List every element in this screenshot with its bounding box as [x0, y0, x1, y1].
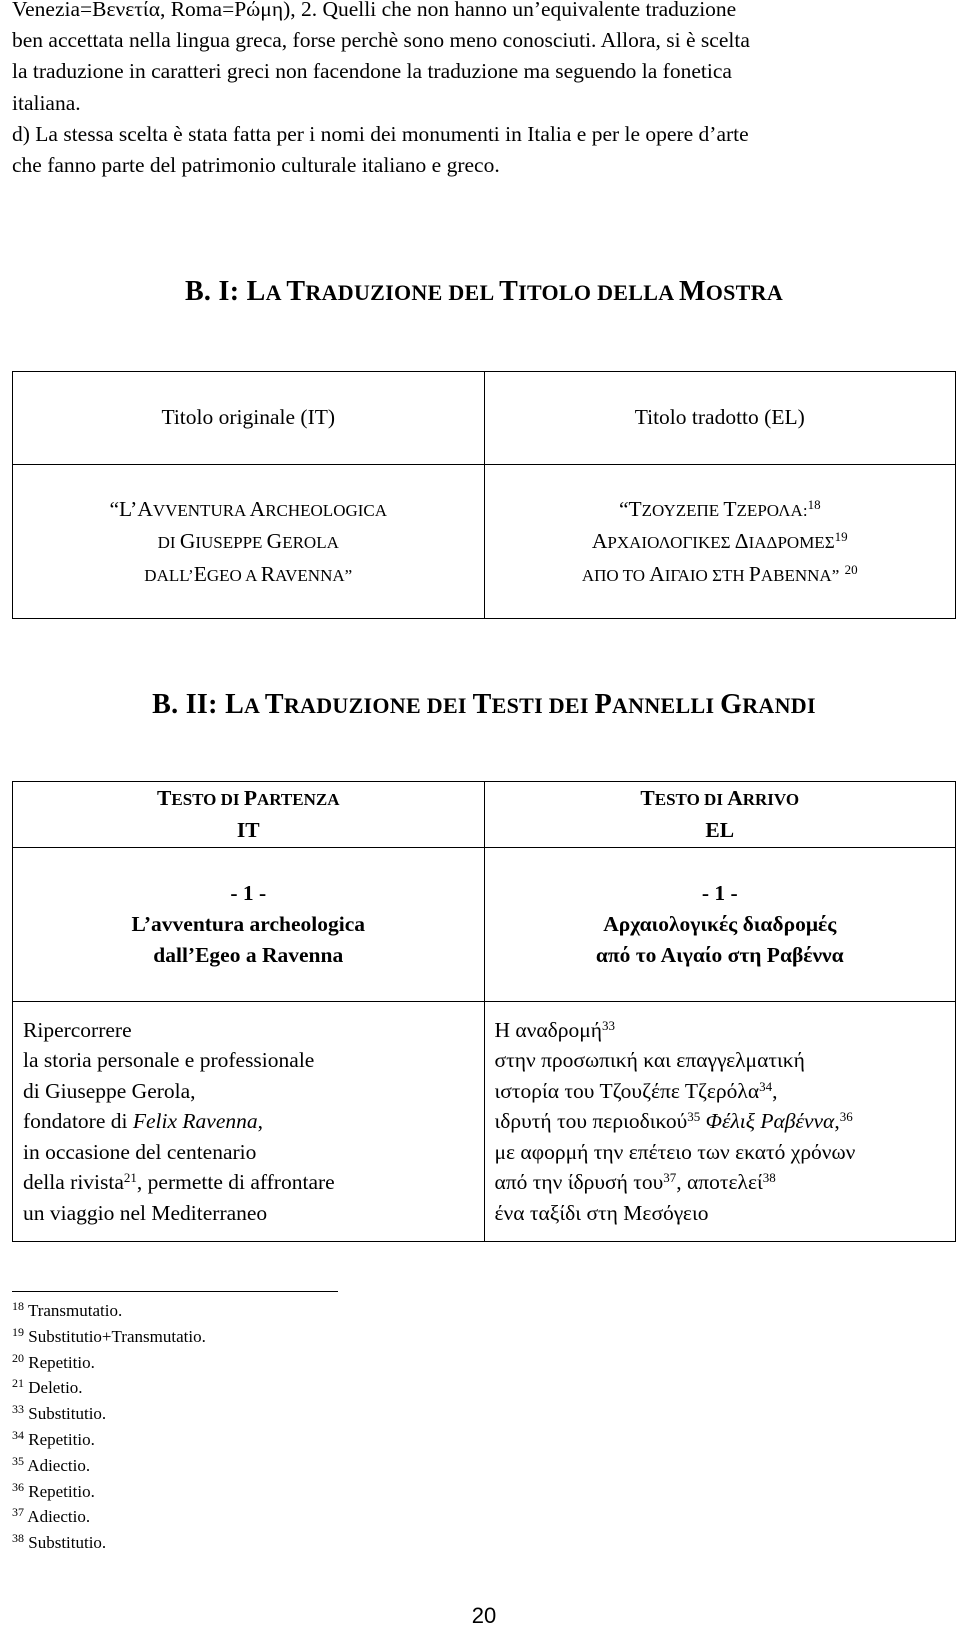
footnote-ref[interactable]: 20 — [844, 561, 858, 577]
heading-text: T — [264, 689, 284, 720]
cell-text: Τ — [723, 497, 737, 522]
cell-text: ΑΠΟ ΤΟ — [581, 565, 650, 585]
cell-text: A — [249, 497, 266, 522]
cell-text: “L’A — [109, 497, 153, 522]
cell-text: G — [266, 529, 283, 554]
heading-text: ITOLO DELLA — [518, 280, 679, 305]
heading-text: T — [499, 276, 519, 307]
footnote-item — [12, 1427, 206, 1453]
table-row — [13, 1002, 956, 1242]
section-heading-b1 — [12, 272, 956, 313]
heading-text: T — [286, 276, 306, 307]
footnote-number: 19 — [12, 1324, 24, 1339]
translated-title-cell — [484, 465, 956, 619]
cell-text: , αποτελεί — [676, 1170, 763, 1195]
cell-text: , — [834, 1109, 840, 1134]
title-line — [495, 558, 946, 590]
body-line — [495, 1015, 946, 1046]
cell-text: AVENNA” — [275, 565, 353, 585]
footnote-text: Substitutio+Transmutatio. — [24, 1326, 206, 1346]
cell-text: R — [260, 561, 276, 586]
cell-text: ιστορία του Τζουζέπε Τζερόλα — [494, 1078, 760, 1103]
heading-text: L — [246, 276, 266, 307]
heading-text: RADUZIONE DEL — [305, 280, 500, 305]
table-row — [13, 848, 956, 1002]
cell-text: ΡΧΑΙΟΛΟΓΙΚΕΣ — [607, 533, 735, 553]
original-title-cell — [13, 465, 485, 619]
intro-line: ben accettata nella lingua greca, forse perchè sono meno conosciuti. Allora, si è scelta — [12, 28, 750, 53]
cell-text: EROLA — [282, 533, 339, 553]
footnote-ref[interactable]: 34 — [759, 1078, 773, 1094]
header-line: IT — [236, 817, 260, 842]
cell-text: RCHEOLOGICA — [265, 501, 388, 521]
cell-text: T — [157, 786, 172, 811]
cell-text: VVENTURA — [152, 501, 250, 521]
heading-text: G — [720, 689, 743, 720]
cell-text: Η αναδρομή — [494, 1017, 603, 1042]
cell-text: ΑΒΕΝΝΑ” — [760, 565, 840, 585]
footnote-ref[interactable]: 33 — [602, 1017, 616, 1033]
footnote-item — [12, 1504, 206, 1530]
footnote-text: Adiectio. — [24, 1455, 91, 1475]
footnote-text: Substitutio. — [24, 1404, 107, 1424]
footnote-number: 33 — [12, 1402, 24, 1417]
body-line — [495, 1106, 946, 1137]
cell-text: Α — [591, 529, 608, 554]
body-line — [23, 1106, 474, 1137]
cell-text: RRIVO — [742, 790, 800, 810]
header-original-title: Titolo originale (IT) — [13, 372, 485, 465]
intro-line: che fanno parte del patrimonio culturale italiano e greco. — [12, 152, 500, 177]
body-line: in occasione del centenario — [23, 1139, 257, 1164]
footnote-ref[interactable]: 35 — [687, 1109, 701, 1125]
footnote-number: 37 — [12, 1505, 24, 1520]
footnote-separator — [12, 1291, 338, 1292]
footnote-number: 34 — [12, 1427, 24, 1442]
footnote-ref[interactable]: 19 — [834, 529, 848, 545]
body-line: di Giuseppe Gerola, — [23, 1078, 196, 1103]
body-line — [23, 1167, 474, 1198]
footnote-item — [12, 1375, 206, 1401]
header-translated-title: Titolo tradotto (EL) — [484, 372, 956, 465]
footnote-item — [12, 1324, 206, 1350]
table-row — [13, 465, 956, 619]
cell-text: ΙΑΔΡΟΜΕΣ — [748, 533, 835, 553]
target-text-header — [484, 782, 956, 848]
cell-text: Δ — [734, 529, 749, 554]
heading-text: ANNELLI — [611, 693, 721, 718]
title-line — [23, 493, 474, 525]
panel-title-line: dall’Egeo a Ravenna — [153, 943, 344, 968]
body-line: με αφορμή την επέτειο των εκατό χρόνων — [494, 1139, 856, 1164]
heading-text: A — [244, 693, 265, 718]
cell-text: della rivista — [23, 1170, 124, 1195]
cell-text: , — [772, 1078, 778, 1103]
header-line — [495, 783, 946, 814]
footnote-text: Repetitio. — [24, 1352, 95, 1372]
source-body-cell — [13, 1002, 485, 1242]
panel-title-line: L’avventura archeologica — [131, 911, 365, 936]
panel-texts-table — [12, 781, 956, 1242]
header-line: EL — [705, 817, 735, 842]
body-line — [495, 1076, 946, 1107]
heading-text: ESTI DEI — [491, 693, 595, 718]
footnote-ref[interactable]: 37 — [663, 1170, 677, 1186]
cell-text: DALL’ — [144, 565, 194, 585]
heading-text: T — [472, 689, 492, 720]
cell-text: DI — [157, 533, 180, 553]
footnote-item — [12, 1530, 206, 1556]
footnote-ref[interactable]: 38 — [762, 1170, 776, 1186]
cell-text: Ρ — [748, 561, 761, 586]
body-line: ένα ταξίδι στη Μεσόγειο — [494, 1200, 709, 1225]
footnotes — [12, 1298, 206, 1556]
cell-text: IUSEPPE — [195, 533, 267, 553]
body-line: un viaggio nel Mediterraneo — [23, 1200, 268, 1225]
title-line — [23, 558, 474, 590]
heading-text: P — [594, 689, 612, 720]
footnote-ref[interactable]: 18 — [807, 497, 821, 513]
heading-text: A — [265, 280, 287, 305]
cell-text: από την ίδρυσή του — [494, 1170, 664, 1195]
cell-text: ESTO DI — [654, 790, 728, 810]
cell-text: G — [179, 529, 196, 554]
intro-line: d) La stessa scelta è stata fatta per i nomi dei monumenti in Italia e per le opere d’arte — [12, 121, 749, 146]
footnote-ref[interactable]: 21 — [123, 1170, 137, 1186]
target-body-cell — [484, 1002, 956, 1242]
journal-title: Φέλιξ Ραβέννα — [700, 1109, 835, 1134]
title-translation-table — [12, 371, 956, 619]
cell-text: P — [243, 786, 257, 811]
body-line: Ripercorrere — [23, 1017, 132, 1042]
footnote-text: Repetitio. — [24, 1481, 95, 1501]
cell-text: , — [257, 1109, 263, 1134]
page-number: 20 — [471, 1603, 497, 1628]
source-title-cell — [13, 848, 485, 1002]
footnote-ref[interactable]: 36 — [839, 1109, 853, 1125]
panel-number: - 1 - — [230, 880, 267, 905]
footnote-number: 18 — [12, 1299, 24, 1313]
heading-text: M — [679, 276, 706, 307]
cell-text: “Τ — [618, 497, 642, 522]
panel-title-line: από το Αιγαίο στη Ραβέννα — [595, 943, 844, 968]
heading-text: OSTRA — [705, 280, 784, 305]
header-line — [23, 783, 474, 814]
footnote-item — [12, 1453, 206, 1479]
table-row — [13, 782, 956, 848]
panel-title-line: Αρχαιολογικές διαδρομές — [603, 911, 837, 936]
heading-text: RADUZIONE DEI — [283, 693, 473, 718]
cell-text: ΖΕΡΟΛΑ: — [736, 501, 808, 521]
body-line: στην προσωπική και επαγγελματική — [494, 1048, 805, 1073]
title-line — [23, 525, 474, 557]
footnote-text: Adiectio. — [24, 1507, 91, 1527]
footnote-item — [12, 1401, 206, 1427]
footnote-number: 21 — [12, 1376, 24, 1391]
cell-text: Α — [649, 561, 665, 586]
journal-title: Felix Ravenna — [132, 1109, 258, 1134]
footnote-item — [12, 1350, 206, 1376]
cell-text: fondatore di — [23, 1109, 133, 1134]
cell-text: E — [193, 561, 207, 586]
heading-text: L — [225, 689, 245, 720]
target-title-cell — [484, 848, 956, 1002]
panel-number: - 1 - — [701, 880, 738, 905]
cell-text: T — [640, 786, 655, 811]
intro-line: Venezia=Βενετία, Roma=Ρώμη), 2. Quelli che non hanno un’equivalente traduzione — [12, 0, 737, 21]
heading-text: B. II: — [152, 689, 226, 720]
footnote-number: 20 — [12, 1350, 24, 1365]
cell-text: , permette di affrontare — [136, 1170, 335, 1195]
footnote-item — [12, 1298, 206, 1324]
cell-text: GEO A — [206, 565, 261, 585]
footnote-text: Repetitio. — [24, 1429, 95, 1449]
footnote-number: 36 — [12, 1479, 24, 1494]
cell-text: ΙΓΑΙΟ ΣΤΗ — [664, 565, 749, 585]
intro-line: la traduzione in caratteri greci non facendone la traduzione ma seguendo la fonetica — [12, 59, 732, 84]
source-text-header — [13, 782, 485, 848]
cell-text: ESTO DI — [171, 790, 244, 810]
title-line — [495, 493, 946, 525]
intro-line: italiana. — [12, 90, 81, 115]
footnote-text: Transmutatio. — [24, 1301, 123, 1320]
body-line — [495, 1167, 946, 1198]
footnote-text: Deletio. — [24, 1378, 83, 1398]
section-heading-b2 — [12, 685, 956, 726]
footnote-item — [12, 1479, 206, 1505]
cell-text: A — [727, 786, 743, 811]
intro-paragraph — [12, 0, 956, 181]
heading-text: RANDI — [742, 693, 816, 718]
footnote-number: 35 — [12, 1453, 24, 1468]
table-row — [13, 372, 956, 465]
cell-text: ARTENZA — [256, 790, 340, 810]
body-line: la storia personale e professionale — [23, 1048, 315, 1073]
footnote-text: Substitutio. — [24, 1533, 107, 1553]
title-line — [495, 525, 946, 557]
cell-text: ΖΟΥΖΕΠΕ — [641, 501, 724, 521]
footnote-number: 38 — [12, 1531, 24, 1546]
cell-text: ιδρυτή του περιοδικού — [494, 1109, 688, 1134]
heading-text: B. I: — [184, 276, 247, 307]
